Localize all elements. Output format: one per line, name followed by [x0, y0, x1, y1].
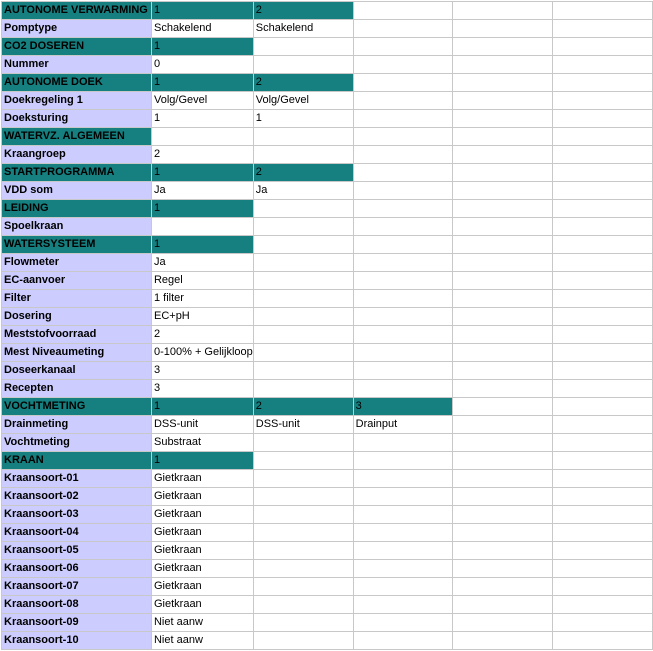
empty-cell[interactable]: [553, 362, 653, 380]
empty-cell[interactable]: [453, 434, 553, 452]
setting-label[interactable]: Kraansoort-07: [2, 578, 152, 596]
empty-cell[interactable]: [353, 380, 453, 398]
column-number[interactable]: 1: [151, 38, 253, 56]
empty-cell[interactable]: [353, 326, 453, 344]
setting-value[interactable]: Gietkraan: [151, 488, 253, 506]
setting-row: [2, 110, 653, 128]
empty-cell[interactable]: [253, 578, 353, 596]
empty-cell[interactable]: [353, 470, 453, 488]
setting-row: [2, 596, 653, 614]
empty-cell[interactable]: [553, 524, 653, 542]
setting-value[interactable]: 0-100% + Gelijkloop: [151, 344, 253, 362]
setting-value[interactable]: 1 filter: [151, 290, 253, 308]
setting-label[interactable]: Kraansoort-01: [2, 470, 152, 488]
empty-cell[interactable]: [553, 560, 653, 578]
setting-label[interactable]: Kraansoort-10: [2, 632, 152, 650]
setting-row: [2, 290, 653, 308]
empty-cell[interactable]: [453, 452, 553, 470]
section-title[interactable]: KRAAN: [2, 452, 152, 470]
setting-value[interactable]: Niet aanw: [151, 614, 253, 632]
empty-cell[interactable]: [453, 182, 553, 200]
empty-cell[interactable]: [553, 506, 653, 524]
empty-cell[interactable]: [453, 542, 553, 560]
empty-cell[interactable]: [253, 254, 353, 272]
empty-cell[interactable]: [353, 2, 453, 20]
setting-value[interactable]: EC+pH: [151, 308, 253, 326]
setting-label[interactable]: Flowmeter: [2, 254, 152, 272]
empty-cell[interactable]: [553, 254, 653, 272]
empty-cell[interactable]: [453, 74, 553, 92]
empty-cell[interactable]: [553, 434, 653, 452]
empty-cell[interactable]: [353, 272, 453, 290]
setting-value[interactable]: Gietkraan: [151, 578, 253, 596]
empty-cell[interactable]: [253, 128, 353, 146]
empty-cell[interactable]: [553, 218, 653, 236]
setting-value[interactable]: 2: [151, 146, 253, 164]
empty-cell[interactable]: [353, 146, 453, 164]
setting-value[interactable]: [151, 218, 253, 236]
empty-cell[interactable]: [453, 128, 553, 146]
empty-cell[interactable]: [553, 596, 653, 614]
empty-cell[interactable]: [353, 218, 453, 236]
section-title[interactable]: CO2 DOSEREN: [2, 38, 152, 56]
section-title[interactable]: AUTONOME VERWARMING: [2, 2, 152, 20]
column-number[interactable]: 1: [151, 398, 253, 416]
column-number[interactable]: 1: [151, 200, 253, 218]
empty-cell[interactable]: [253, 488, 353, 506]
setting-label[interactable]: Doseerkanaal: [2, 362, 152, 380]
section-header-row: [2, 452, 653, 470]
setting-row: [2, 362, 653, 380]
column-number[interactable]: 3: [353, 398, 453, 416]
section-header-row: [2, 38, 653, 56]
setting-value[interactable]: Gietkraan: [151, 506, 253, 524]
empty-cell[interactable]: [253, 542, 353, 560]
empty-cell[interactable]: [553, 56, 653, 74]
empty-cell[interactable]: [253, 452, 353, 470]
empty-cell[interactable]: [453, 380, 553, 398]
setting-value[interactable]: Niet aanw: [151, 632, 253, 650]
setting-value[interactable]: Gietkraan: [151, 542, 253, 560]
empty-cell[interactable]: [553, 38, 653, 56]
setting-label[interactable]: Drainmeting: [2, 416, 152, 434]
empty-cell[interactable]: [353, 164, 453, 182]
setting-row: [2, 146, 653, 164]
setting-row: [2, 434, 653, 452]
setting-value[interactable]: 3: [151, 380, 253, 398]
empty-cell[interactable]: [353, 542, 453, 560]
empty-cell[interactable]: [453, 596, 553, 614]
setting-row: [2, 470, 653, 488]
empty-cell[interactable]: [353, 488, 453, 506]
empty-cell[interactable]: [353, 92, 453, 110]
empty-cell[interactable]: [453, 200, 553, 218]
setting-row: [2, 20, 653, 38]
empty-cell[interactable]: [553, 308, 653, 326]
empty-cell[interactable]: [553, 200, 653, 218]
empty-cell[interactable]: [553, 632, 653, 650]
column-number[interactable]: 1: [151, 2, 253, 20]
setting-row: [2, 92, 653, 110]
section-title[interactable]: VOCHTMETING: [2, 398, 152, 416]
empty-cell[interactable]: [553, 146, 653, 164]
setting-value[interactable]: DSS-unit: [151, 416, 253, 434]
setting-label[interactable]: Kraansoort-05: [2, 542, 152, 560]
empty-cell[interactable]: [353, 128, 453, 146]
setting-label[interactable]: Kraansoort-06: [2, 560, 152, 578]
empty-cell[interactable]: [353, 308, 453, 326]
empty-cell[interactable]: [253, 290, 353, 308]
column-number[interactable]: 2: [253, 164, 353, 182]
empty-cell[interactable]: [553, 164, 653, 182]
empty-cell[interactable]: [353, 74, 453, 92]
empty-cell[interactable]: [553, 470, 653, 488]
empty-cell[interactable]: [353, 56, 453, 74]
setting-label[interactable]: Kraansoort-04: [2, 524, 152, 542]
empty-cell[interactable]: [253, 236, 353, 254]
empty-cell[interactable]: [553, 272, 653, 290]
setting-row: [2, 254, 653, 272]
section-title[interactable]: AUTONOME DOEK: [2, 74, 152, 92]
empty-cell[interactable]: [553, 92, 653, 110]
setting-row: [2, 632, 653, 650]
setting-value[interactable]: Gietkraan: [151, 470, 253, 488]
setting-value[interactable]: Schakelend: [253, 20, 353, 38]
empty-cell[interactable]: [353, 290, 453, 308]
empty-cell[interactable]: [353, 362, 453, 380]
setting-row: [2, 380, 653, 398]
empty-cell[interactable]: [253, 596, 353, 614]
setting-label[interactable]: Vochtmeting: [2, 434, 152, 452]
setting-label[interactable]: EC-aanvoer: [2, 272, 152, 290]
setting-label[interactable]: Doeksturing: [2, 110, 152, 128]
empty-cell[interactable]: [253, 380, 353, 398]
empty-cell[interactable]: [453, 524, 553, 542]
setting-label[interactable]: Dosering: [2, 308, 152, 326]
empty-cell[interactable]: [453, 272, 553, 290]
setting-row: [2, 416, 653, 434]
empty-cell[interactable]: [453, 38, 553, 56]
setting-value[interactable]: Ja: [253, 182, 353, 200]
empty-cell[interactable]: [553, 128, 653, 146]
empty-cell[interactable]: [253, 524, 353, 542]
empty-cell[interactable]: [253, 56, 353, 74]
empty-cell[interactable]: [353, 110, 453, 128]
empty-cell[interactable]: [553, 614, 653, 632]
empty-cell[interactable]: [453, 56, 553, 74]
setting-row: [2, 218, 653, 236]
setting-label[interactable]: VDD som: [2, 182, 152, 200]
settings-grid: [1, 1, 653, 650]
section-header-row: [2, 164, 653, 182]
setting-value[interactable]: Volg/Gevel: [151, 92, 253, 110]
section-header-row: [2, 2, 653, 20]
setting-value[interactable]: Schakelend: [151, 20, 253, 38]
empty-cell[interactable]: [553, 290, 653, 308]
setting-label[interactable]: Recepten: [2, 380, 152, 398]
empty-cell[interactable]: [353, 254, 453, 272]
empty-cell[interactable]: [353, 524, 453, 542]
empty-cell[interactable]: [253, 470, 353, 488]
empty-cell[interactable]: [253, 146, 353, 164]
empty-cell[interactable]: [353, 560, 453, 578]
empty-cell[interactable]: [553, 74, 653, 92]
column-number[interactable]: 1: [151, 236, 253, 254]
empty-cell[interactable]: [553, 380, 653, 398]
empty-cell[interactable]: [453, 2, 553, 20]
setting-value[interactable]: 0: [151, 56, 253, 74]
empty-cell[interactable]: [453, 488, 553, 506]
section-title[interactable]: LEIDING: [2, 200, 152, 218]
empty-cell[interactable]: [553, 2, 653, 20]
empty-cell[interactable]: [453, 578, 553, 596]
empty-cell[interactable]: [253, 344, 353, 362]
empty-cell[interactable]: [353, 452, 453, 470]
setting-row: [2, 614, 653, 632]
section-header-row: [2, 128, 653, 146]
column-number[interactable]: 2: [253, 2, 353, 20]
column-number[interactable]: 1: [151, 164, 253, 182]
setting-row: [2, 542, 653, 560]
setting-value[interactable]: 1: [151, 110, 253, 128]
empty-cell[interactable]: [453, 506, 553, 524]
empty-cell[interactable]: [253, 38, 353, 56]
grid-body: [2, 2, 653, 650]
setting-value[interactable]: Gietkraan: [151, 524, 253, 542]
empty-cell[interactable]: [453, 164, 553, 182]
setting-label[interactable]: Kraansoort-03: [2, 506, 152, 524]
empty-cell[interactable]: [151, 128, 253, 146]
empty-cell[interactable]: [453, 344, 553, 362]
empty-cell[interactable]: [353, 578, 453, 596]
setting-label[interactable]: Pomptype: [2, 20, 152, 38]
setting-value[interactable]: Substraat: [151, 434, 253, 452]
setting-value[interactable]: Ja: [151, 182, 253, 200]
empty-cell[interactable]: [453, 218, 553, 236]
setting-label[interactable]: Mest Niveaumeting: [2, 344, 152, 362]
empty-cell[interactable]: [353, 434, 453, 452]
column-number[interactable]: 2: [253, 74, 353, 92]
empty-cell[interactable]: [353, 632, 453, 650]
empty-cell[interactable]: [453, 20, 553, 38]
setting-value[interactable]: DSS-unit: [253, 416, 353, 434]
empty-cell[interactable]: [253, 218, 353, 236]
empty-cell[interactable]: [453, 308, 553, 326]
setting-label[interactable]: Nummer: [2, 56, 152, 74]
empty-cell[interactable]: [353, 596, 453, 614]
empty-cell[interactable]: [353, 20, 453, 38]
empty-cell[interactable]: [353, 344, 453, 362]
empty-cell[interactable]: [453, 236, 553, 254]
empty-cell[interactable]: [353, 506, 453, 524]
empty-cell[interactable]: [453, 416, 553, 434]
setting-value[interactable]: Volg/Gevel: [253, 92, 353, 110]
section-title[interactable]: WATERSYSTEEM: [2, 236, 152, 254]
setting-value[interactable]: Drainput: [353, 416, 453, 434]
setting-row: [2, 560, 653, 578]
empty-cell[interactable]: [553, 542, 653, 560]
empty-cell[interactable]: [453, 632, 553, 650]
column-number[interactable]: 1: [151, 74, 253, 92]
setting-label[interactable]: Kraangroep: [2, 146, 152, 164]
setting-value[interactable]: Gietkraan: [151, 596, 253, 614]
setting-value[interactable]: 2: [151, 326, 253, 344]
empty-cell[interactable]: [353, 38, 453, 56]
empty-cell[interactable]: [553, 182, 653, 200]
column-number[interactable]: 1: [151, 452, 253, 470]
empty-cell[interactable]: [553, 236, 653, 254]
setting-value[interactable]: Regel: [151, 272, 253, 290]
empty-cell[interactable]: [253, 506, 353, 524]
section-title[interactable]: WATERVZ. ALGEMEEN: [2, 128, 152, 146]
setting-label[interactable]: Kraansoort-08: [2, 596, 152, 614]
section-header-row: [2, 398, 653, 416]
empty-cell[interactable]: [253, 362, 353, 380]
setting-row: [2, 272, 653, 290]
empty-cell[interactable]: [253, 272, 353, 290]
setting-row: [2, 506, 653, 524]
setting-value[interactable]: 1: [253, 110, 353, 128]
setting-label[interactable]: Filter: [2, 290, 152, 308]
setting-row: [2, 182, 653, 200]
empty-cell[interactable]: [453, 398, 553, 416]
empty-cell[interactable]: [253, 200, 353, 218]
empty-cell[interactable]: [453, 560, 553, 578]
empty-cell[interactable]: [553, 344, 653, 362]
empty-cell[interactable]: [453, 146, 553, 164]
empty-cell[interactable]: [353, 200, 453, 218]
empty-cell[interactable]: [453, 110, 553, 128]
setting-value[interactable]: Ja: [151, 254, 253, 272]
setting-row: [2, 56, 653, 74]
empty-cell[interactable]: [253, 434, 353, 452]
empty-cell[interactable]: [253, 614, 353, 632]
setting-row: [2, 326, 653, 344]
setting-row: [2, 308, 653, 326]
setting-label[interactable]: Meststofvoorraad: [2, 326, 152, 344]
empty-cell[interactable]: [253, 560, 353, 578]
setting-label[interactable]: Kraansoort-09: [2, 614, 152, 632]
empty-cell[interactable]: [253, 632, 353, 650]
empty-cell[interactable]: [453, 470, 553, 488]
setting-label[interactable]: Doekregeling 1: [2, 92, 152, 110]
section-header-row: [2, 74, 653, 92]
empty-cell[interactable]: [453, 290, 553, 308]
empty-cell[interactable]: [553, 416, 653, 434]
empty-cell[interactable]: [553, 20, 653, 38]
setting-row: [2, 524, 653, 542]
empty-cell[interactable]: [253, 326, 353, 344]
empty-cell[interactable]: [553, 398, 653, 416]
setting-value[interactable]: 3: [151, 362, 253, 380]
section-header-row: [2, 236, 653, 254]
empty-cell[interactable]: [453, 92, 553, 110]
empty-cell[interactable]: [553, 110, 653, 128]
empty-cell[interactable]: [453, 254, 553, 272]
empty-cell[interactable]: [353, 236, 453, 254]
setting-label[interactable]: Kraansoort-02: [2, 488, 152, 506]
setting-row: [2, 578, 653, 596]
column-number[interactable]: 2: [253, 398, 353, 416]
empty-cell[interactable]: [553, 488, 653, 506]
empty-cell[interactable]: [453, 362, 553, 380]
setting-row: [2, 344, 653, 362]
empty-cell[interactable]: [553, 578, 653, 596]
empty-cell[interactable]: [553, 452, 653, 470]
section-header-row: [2, 200, 653, 218]
setting-value[interactable]: Gietkraan: [151, 560, 253, 578]
empty-cell[interactable]: [353, 182, 453, 200]
empty-cell[interactable]: [553, 326, 653, 344]
empty-cell[interactable]: [253, 308, 353, 326]
setting-label[interactable]: Spoelkraan: [2, 218, 152, 236]
empty-cell[interactable]: [453, 614, 553, 632]
empty-cell[interactable]: [453, 326, 553, 344]
section-title[interactable]: STARTPROGRAMMA: [2, 164, 152, 182]
empty-cell[interactable]: [353, 614, 453, 632]
setting-row: [2, 488, 653, 506]
